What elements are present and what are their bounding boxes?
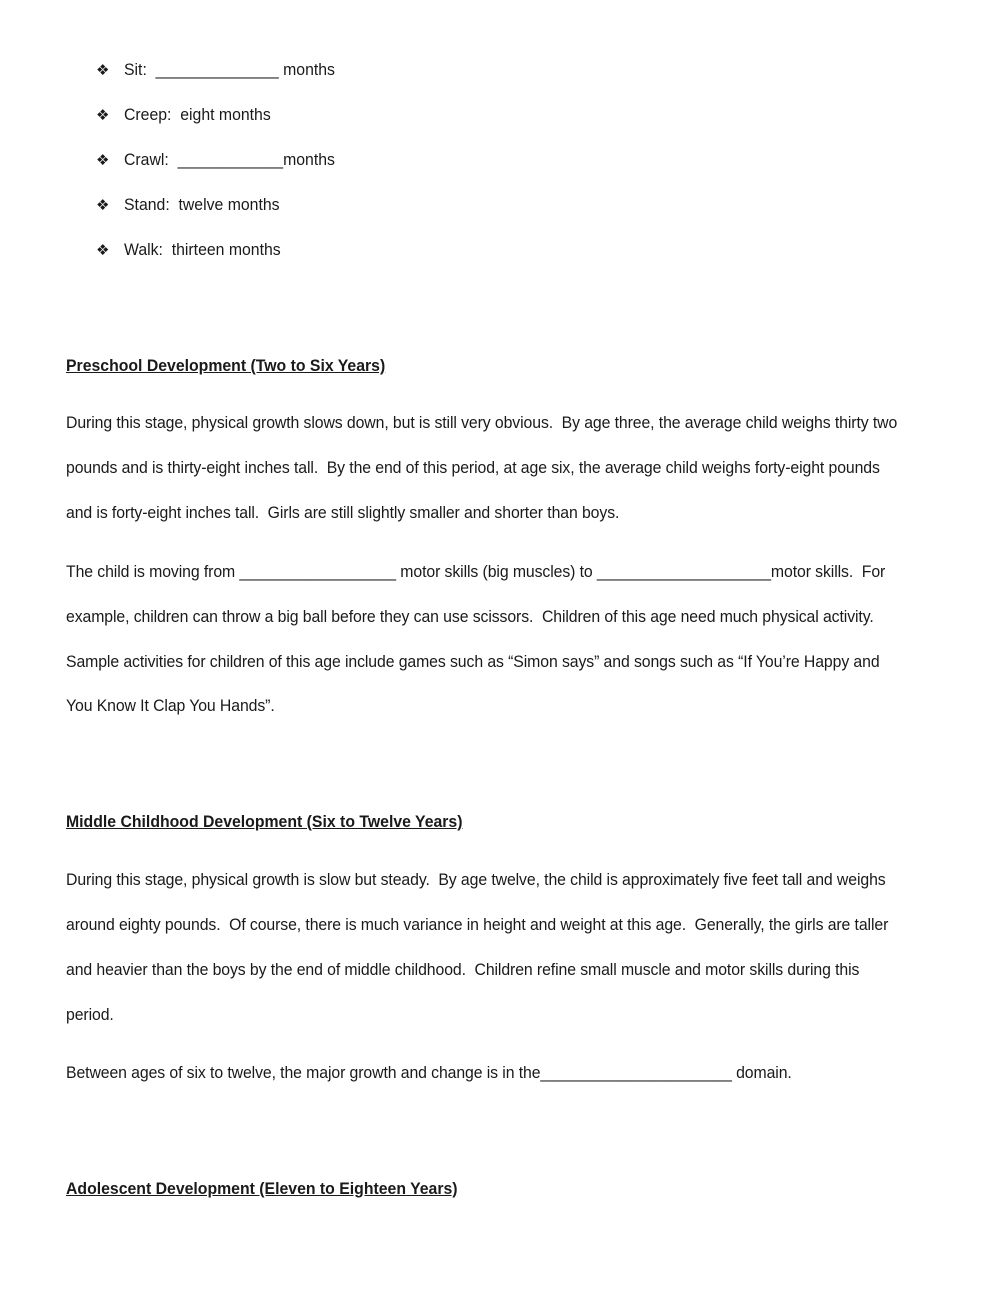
middle-paragraph-line: During this stage, physical growth is slow but steady. By age twelve, the child is approximately five feet tall and weighs (66, 870, 886, 889)
middle-paragraph-line: around eighty pounds. Of course, there is much variance in height and weight at this age. Generally, the girls are taller (66, 915, 889, 934)
list-item-sit (96, 59, 351, 81)
list-item-walk (96, 239, 293, 261)
milestone-sit: Sit: ______________ months (124, 60, 335, 79)
preschool-paragraph-line: pounds and is thirty-eight inches tall. By the end of this period, at age six, the average child weighs forty-eight pounds (66, 458, 880, 477)
diamond-bullet-icon: ❖ (96, 151, 110, 169)
section-heading-preschool: Preschool Development (Two to Six Years) (66, 356, 386, 375)
middle-paragraph-line: and heavier than the boys by the end of middle childhood. Children refine small muscle and motor skills during this (66, 960, 860, 979)
section-heading-middle-childhood: Middle Childhood Development (Six to Twelve Years) (66, 812, 463, 831)
middle-paragraph-line: period. (66, 1005, 114, 1024)
middle-fill-in-line: Between ages of six to twelve, the major growth and change is in the______________________ domain. (66, 1063, 792, 1082)
milestone-creep: Creep: eight months (124, 105, 271, 124)
diamond-bullet-icon: ❖ (96, 106, 110, 124)
preschool-paragraph-line: Sample activities for children of this age include games such as “Simon says” and songs such as “If You’re Happy and (66, 652, 880, 671)
diamond-bullet-icon: ❖ (96, 241, 110, 259)
preschool-paragraph-line: During this stage, physical growth slows down, but is still very obvious. By age three, the average child weighs thirty two (66, 413, 898, 432)
diamond-bullet-icon: ❖ (96, 196, 110, 214)
milestone-stand: Stand: twelve months (124, 195, 280, 214)
section-heading-adolescent: Adolescent Development (Eleven to Eighteen Years) (66, 1179, 458, 1198)
preschool-paragraph-line: You Know It Clap You Hands”. (66, 696, 275, 715)
list-item-creep (96, 104, 282, 126)
milestone-walk: Walk: thirteen months (124, 240, 281, 259)
preschool-paragraph-line: example, children can throw a big ball before they can use scissors. Children of this age need much physical activity. (66, 607, 874, 626)
preschool-paragraph-line: and is forty-eight inches tall. Girls are still slightly smaller and shorter than boys. (66, 503, 620, 522)
milestone-crawl: Crawl: ____________months (124, 150, 335, 169)
list-item-stand (96, 194, 291, 216)
diamond-bullet-icon: ❖ (96, 61, 110, 79)
preschool-fill-in-line: The child is moving from __________________ motor skills (big muscles) to ____________________motor skills. For (66, 562, 886, 581)
list-item-crawl (96, 149, 351, 171)
